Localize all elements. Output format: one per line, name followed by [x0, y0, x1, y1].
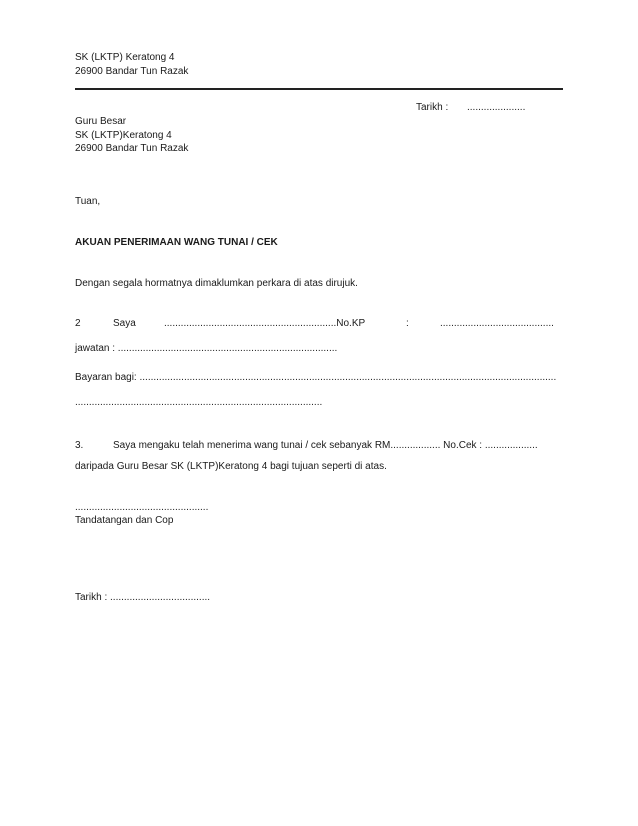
sender-line-2: 26900 Bandar Tun Razak [75, 66, 189, 77]
sender-line-1: SK (LKTP) Keratong 4 [75, 52, 175, 63]
date-bottom: Tarikh : .................................... [75, 592, 211, 603]
item-2-colon: : [406, 318, 409, 329]
recipient-line-1: Guru Besar [75, 116, 127, 127]
subject-heading: AKUAN PENERIMAAN WANG TUNAI / CEK [75, 237, 278, 248]
bayaran-line: Bayaran bagi: ...................................................................................................................................................... [75, 372, 557, 383]
date-top-dots: ..................... [467, 102, 526, 113]
recipient-line-2: SK (LKTP)Keratong 4 [75, 130, 172, 141]
signature-label: Tandatangan dan Cop [75, 515, 174, 526]
item-3-text: Saya mengaku telah menerima wang tunai / cek sebanyak RM.................. No.Cek : ................... [113, 440, 538, 451]
signature-dots: ................................................ [75, 502, 209, 513]
bayaran-continuation: ......................................................................................... [75, 397, 323, 408]
date-top-label: Tarikh : [416, 102, 449, 113]
intro-paragraph: Dengan segala hormatnya dimaklumkan perkara di atas dirujuk. [75, 278, 358, 289]
salutation: Tuan, [75, 196, 101, 207]
item-2-label: Saya [113, 318, 136, 329]
item-2-number: 2 [75, 318, 81, 329]
jawatan-line: jawatan : ............................................................................... [75, 343, 338, 354]
item-2-kp-dots: ......................................... [440, 318, 554, 329]
item-3-continuation: daripada Guru Besar SK (LKTP)Keratong 4 bagi tujuan seperti di atas. [75, 461, 387, 472]
item-2-name-dots: ..............................................................No.KP [164, 318, 366, 329]
recipient-line-3: 26900 Bandar Tun Razak [75, 143, 189, 154]
item-3-number: 3. [75, 440, 84, 451]
header-rule [75, 88, 563, 90]
